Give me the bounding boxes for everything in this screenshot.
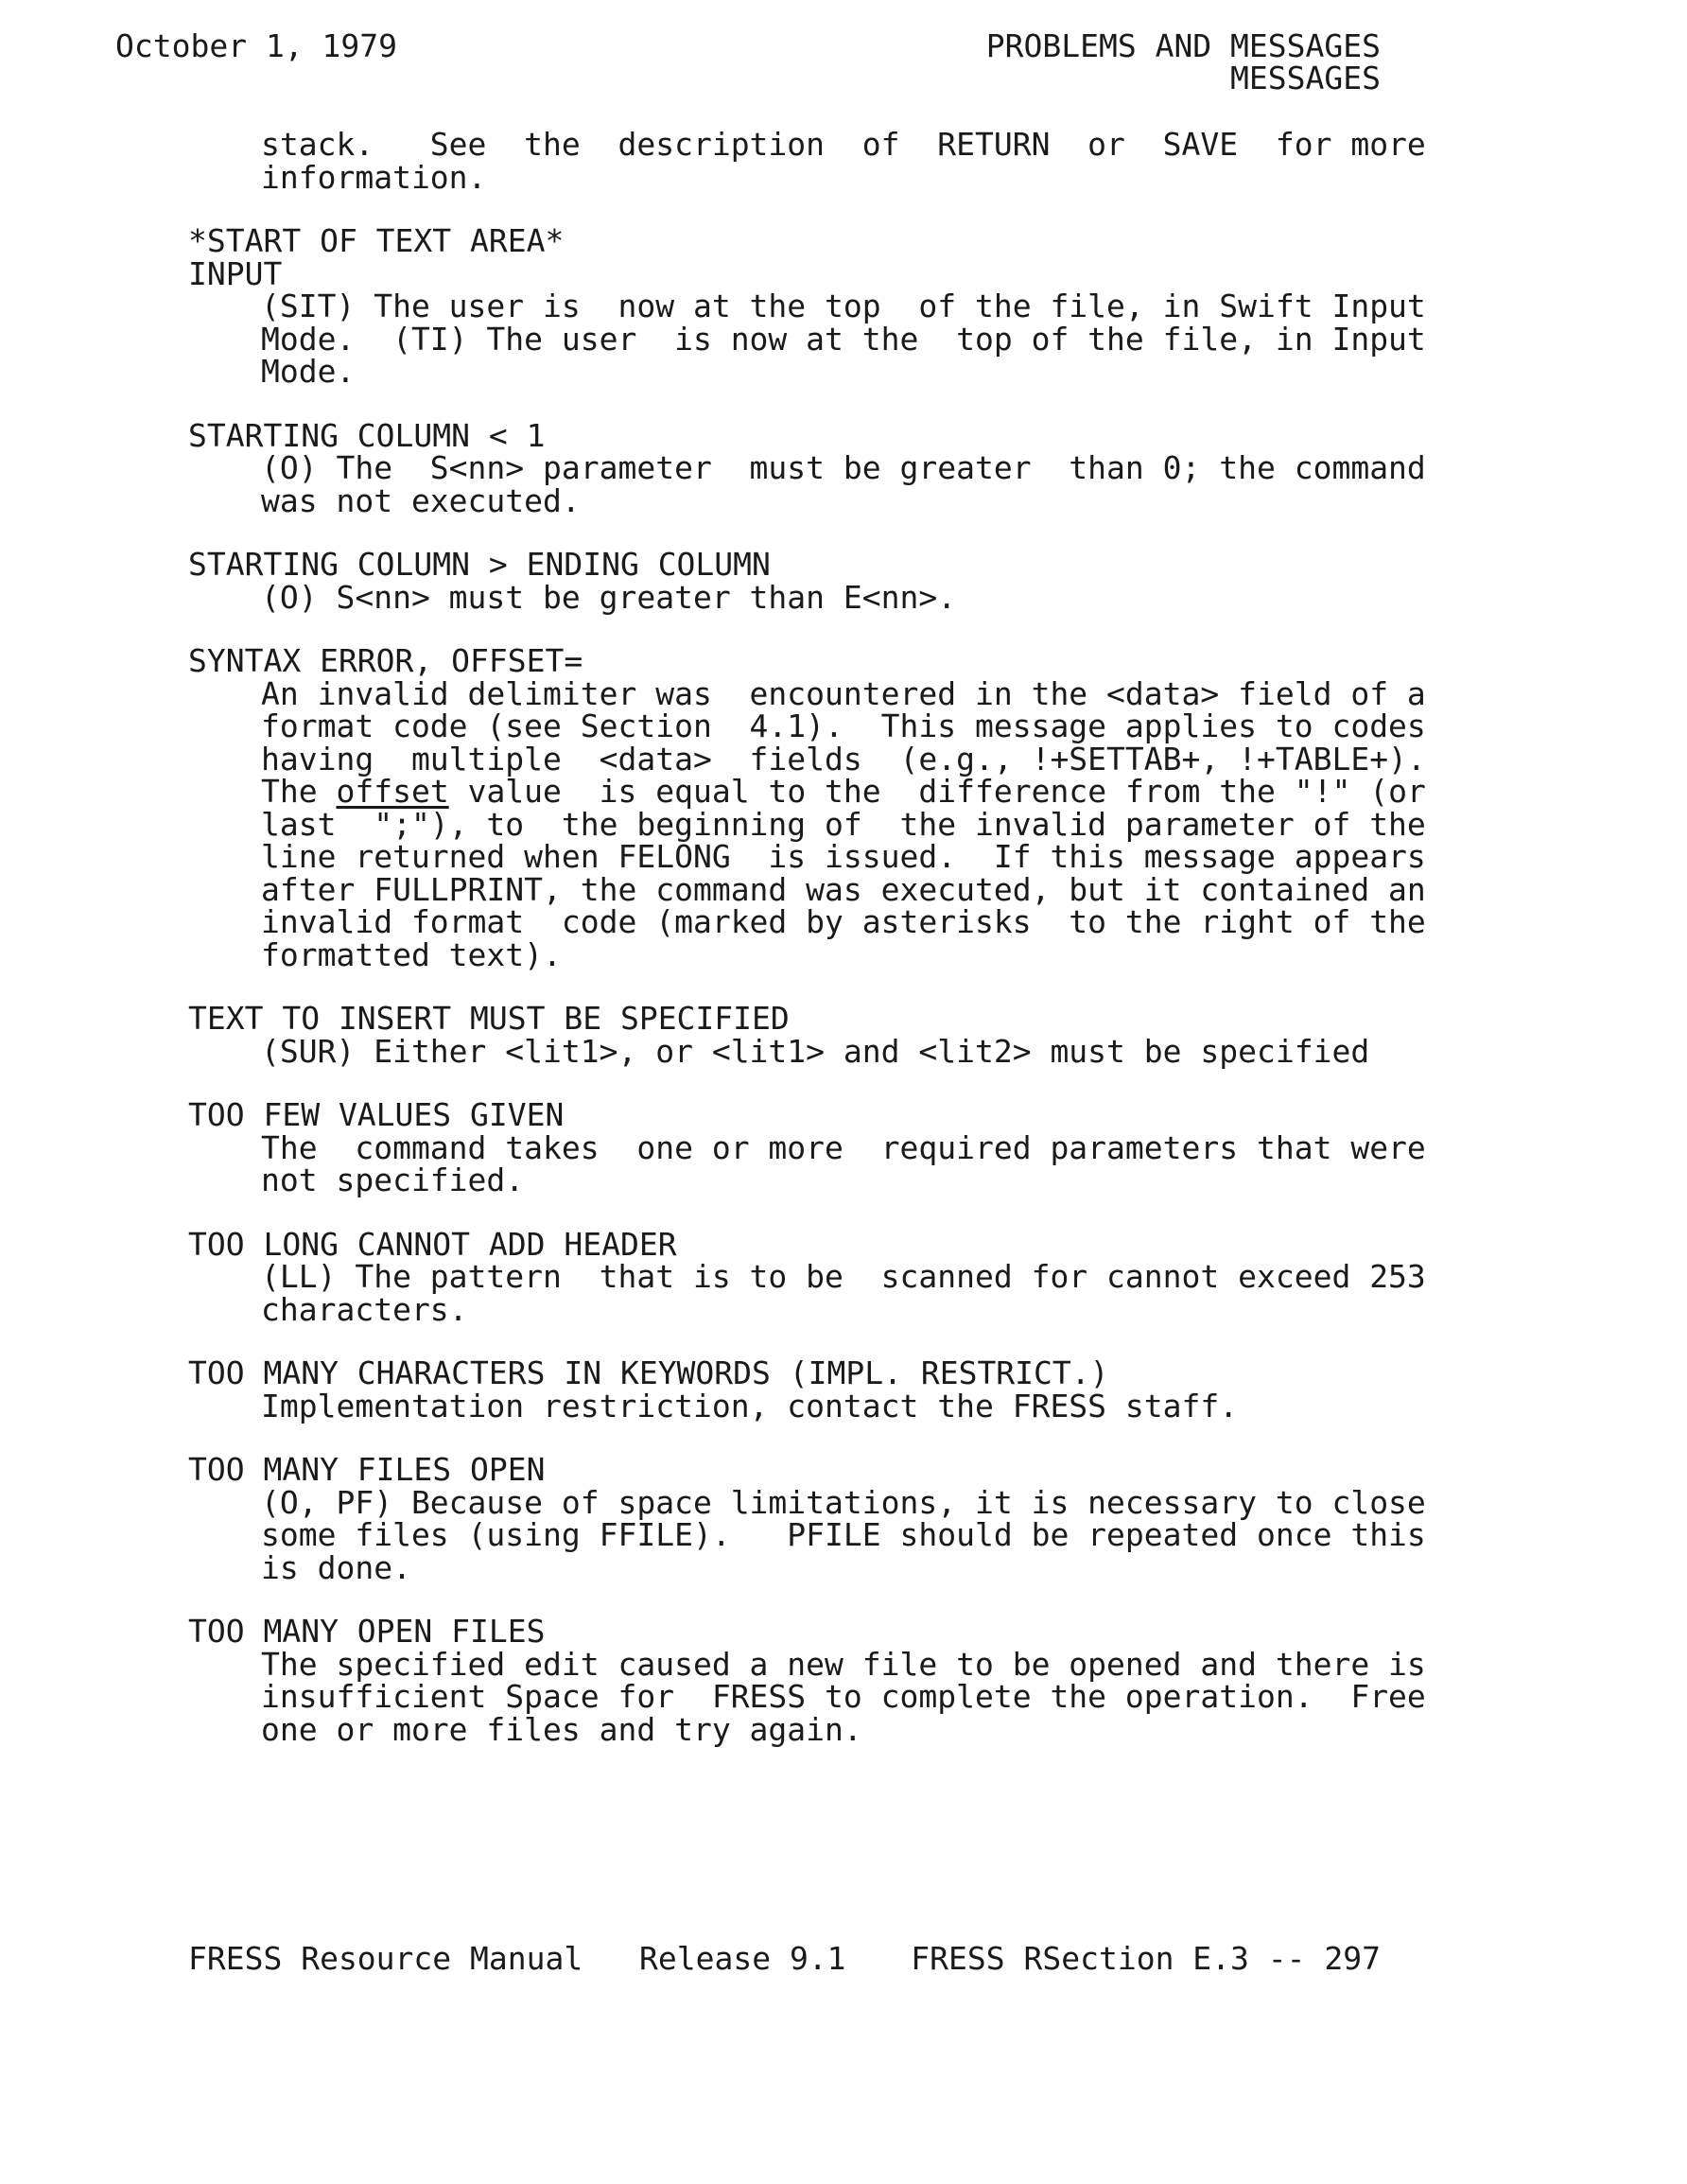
message-description-line: (O) S<nn> must be greater than E<nn>. [261, 579, 957, 616]
message-description-line: formatted text). [261, 936, 562, 973]
message-description-line: some files (using FFILE). PFILE should be repeated once this [261, 1516, 1426, 1553]
message-description-line: characters. [261, 1291, 468, 1328]
header-section: PROBLEMS AND MESSAGES [985, 27, 1381, 64]
message-description-line: not specified. [261, 1162, 525, 1198]
message-description-line: Implementation restriction, contact the FRESS staff. [261, 1388, 1239, 1424]
message-title: TOO MANY FILES OPEN [188, 1451, 546, 1488]
message-description-line: format code (see Section 4.1). This message applies to codes [261, 708, 1426, 744]
message-description-line: having multiple <data> fields (e.g., !+SETTAB+, !+TABLE+). [261, 741, 1426, 778]
message-description-line: insufficient Space for FRESS to complete the operation. Free [261, 1678, 1426, 1715]
footer-manual-title: FRESS Resource Manual [188, 1940, 583, 1977]
message-description-line: (SIT) The user is now at the top of the file, in Swift Input [261, 288, 1426, 324]
message-title: STARTING COLUMN < 1 [188, 417, 546, 454]
continuation-line: stack. See the description of RETURN or SAVE for more [261, 126, 1426, 163]
footer-release: Release 9.1 [639, 1940, 846, 1977]
continuation-line: information. [261, 159, 487, 196]
message-title: TOO MANY CHARACTERS IN KEYWORDS (IMPL. RESTRICT.) [188, 1354, 1109, 1391]
message-description-line: invalid format code (marked by asterisks to the right of the [261, 903, 1426, 940]
message-description-line: line returned when FELONG is issued. If this message appears [261, 838, 1426, 875]
message-description-line: Mode. (TI) The user is now at the top of the file, in Input [261, 321, 1426, 358]
message-title: *START OF TEXT AREA* [188, 222, 565, 259]
message-title: TEXT TO INSERT MUST BE SPECIFIED [188, 1000, 790, 1037]
message-description-line: (O, PF) Because of space limitations, it is necessary to close [261, 1484, 1426, 1521]
footer-page-reference: FRESS RSection E.3 -- 297 [911, 1940, 1381, 1977]
message-description-line: An invalid delimiter was encountered in the <data> field of a [261, 675, 1426, 712]
message-description-line: The specified edit caused a new file to be opened and there is [261, 1646, 1426, 1683]
message-description-line: Mode. [261, 353, 356, 390]
header-subsection: MESSAGES [1230, 60, 1381, 96]
message-title: STARTING COLUMN > ENDING COLUMN [188, 546, 771, 583]
message-description-line: one or more files and try again. [261, 1711, 862, 1748]
message-description-line: was not executed. [261, 482, 581, 519]
message-description-line: (SUR) Either <lit1>, or <lit1> and <lit2> must be specified [261, 1033, 1370, 1070]
message-title: TOO FEW VALUES GIVEN [188, 1096, 565, 1133]
message-description-line: The offset value is equal to the difference from the "!" (or [261, 773, 1426, 810]
message-title: INPUT [188, 255, 283, 292]
message-title: TOO MANY OPEN FILES [188, 1613, 546, 1650]
message-description-line: The command takes one or more required parameters that were [261, 1129, 1426, 1166]
message-title: SYNTAX ERROR, OFFSET= [188, 642, 583, 679]
header-date: October 1, 1979 [115, 27, 398, 64]
message-description-line: after FULLPRINT, the command was executed, but it contained an [261, 871, 1426, 908]
message-description-line: last ";"), to the beginning of the invalid parameter of the [261, 806, 1426, 843]
message-title: TOO LONG CANNOT ADD HEADER [188, 1226, 677, 1263]
message-description-line: (LL) The pattern that is to be scanned for cannot exceed 253 [261, 1258, 1426, 1295]
underlined-term: offset [336, 773, 449, 810]
message-description-line: is done. [261, 1549, 411, 1586]
message-description-line: (O) The S<nn> parameter must be greater than 0; the command [261, 449, 1426, 486]
